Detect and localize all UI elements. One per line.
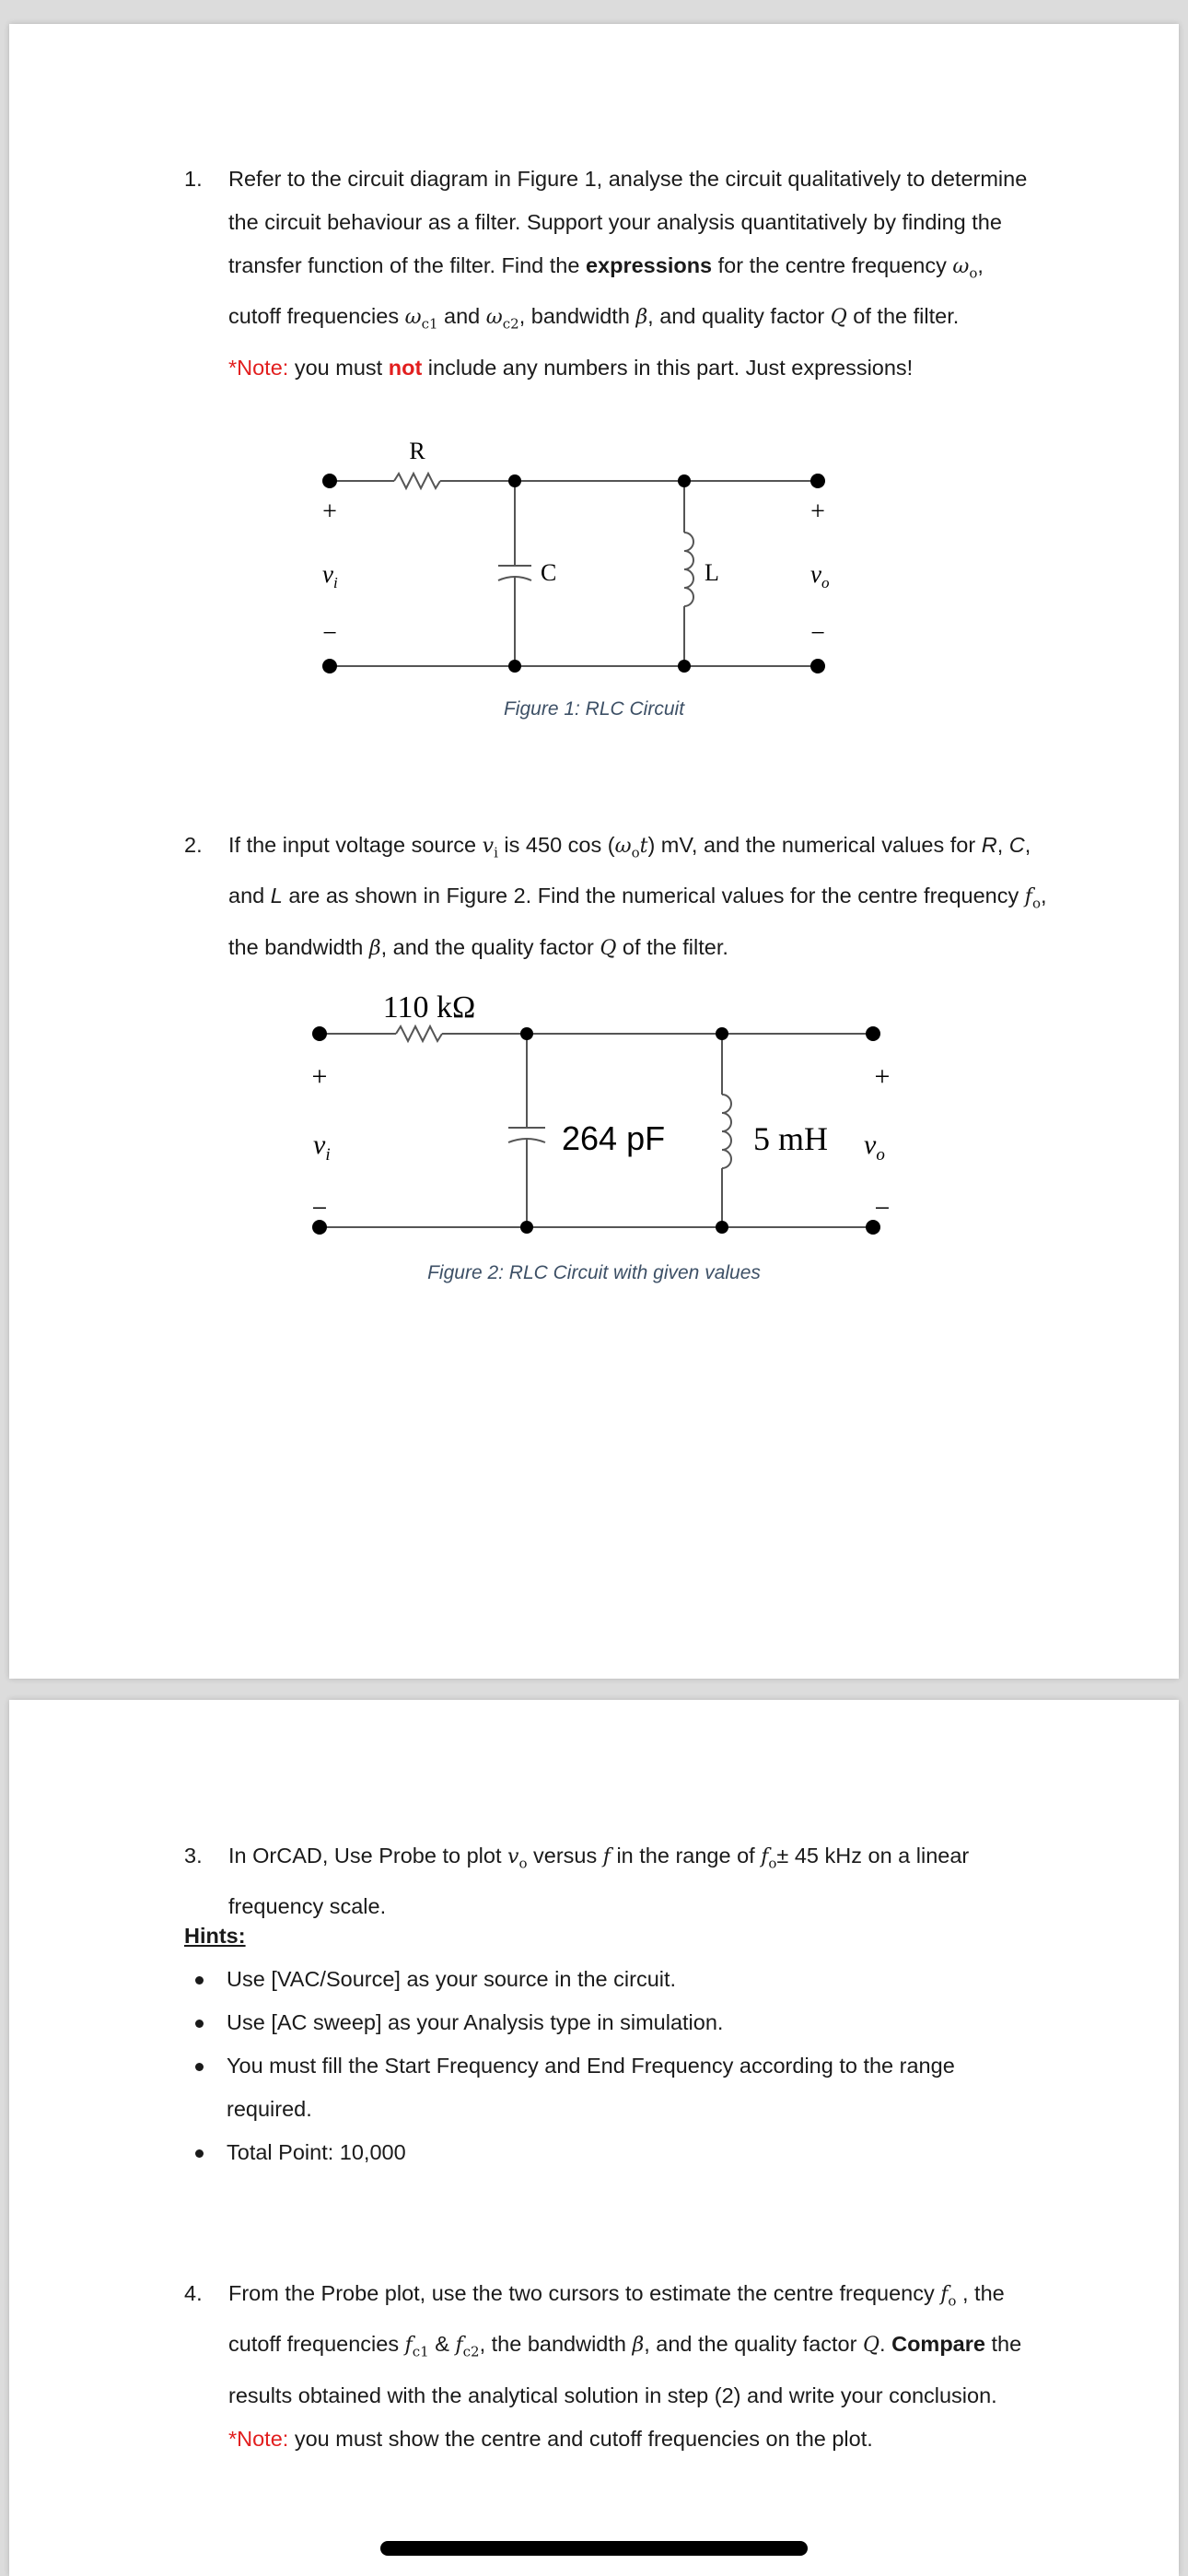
fig1-output-terminal-bottom bbox=[810, 659, 825, 673]
question-2-number: 2. bbox=[184, 833, 203, 857]
fig1-vo-label: $v_o$ bbox=[810, 560, 830, 591]
fig1-inductor-label: L bbox=[705, 559, 719, 586]
q3-line-1: In OrCAD, Use Probe to plot $v_o$ versus f in the range of $f_o\pm 45$ kHz on a linear bbox=[228, 1844, 970, 1872]
question-1 bbox=[184, 158, 1068, 390]
fig2-capacitor-value: 264 pF bbox=[562, 1119, 666, 1157]
hint-1: Use [VAC/Source] as your source in the circuit. bbox=[193, 1958, 1022, 2001]
fig1-minus-in: − bbox=[322, 619, 337, 648]
figure-1-caption: Figure 1: RLC Circuit bbox=[503, 698, 685, 720]
fig2-minus-out: − bbox=[874, 1193, 891, 1224]
fig2-minus-in: − bbox=[311, 1193, 328, 1224]
question-4 bbox=[184, 2272, 1068, 2461]
fig1-plus-out: + bbox=[810, 498, 825, 526]
fig1-output-terminal-top bbox=[810, 474, 825, 488]
fig1-plus-in: + bbox=[322, 498, 337, 526]
figure-1-circuit bbox=[9, 411, 1179, 706]
fig2-plus-out: + bbox=[874, 1061, 891, 1092]
q4-line-1: From the Probe plot, use the two cursors to estimate the centre frequency $f_o$ , the bbox=[228, 2281, 1005, 2310]
q2-line-1: If the input voltage source $v_i$ is 450 $\cos (\omega_ot)$ mV, and the numerical values for R, C, bbox=[228, 833, 1031, 861]
question-2 bbox=[184, 824, 1068, 970]
figure-2-circuit bbox=[9, 973, 1179, 1268]
q2-line-3: the bandwidth β, and the quality factor Q of the filter. bbox=[228, 934, 728, 960]
q1-line-1: Refer to the circuit diagram in Figure 1, analyse the circuit qualitatively to determine bbox=[228, 167, 1028, 191]
fig1-vi-label: $v_i$ bbox=[322, 560, 338, 591]
page-2 bbox=[9, 1700, 1179, 2576]
q4-line-3: results obtained with the analytical solution in step (2) and write your conclusion. bbox=[228, 2383, 997, 2407]
question-4-number: 4. bbox=[184, 2281, 203, 2305]
fig1-capacitor-label: C bbox=[541, 559, 557, 586]
fig2-resistor-value: 110 kΩ bbox=[382, 990, 476, 1025]
hint-4: Total Point: 10,000 bbox=[193, 2131, 1022, 2174]
page-1 bbox=[9, 24, 1179, 1679]
question-1-number: 1. bbox=[184, 167, 203, 191]
fig2-inductor-value: 5 mH bbox=[753, 1120, 828, 1157]
fig2-vo-label: $v_o$ bbox=[864, 1130, 885, 1165]
home-indicator[interactable] bbox=[380, 2541, 808, 2556]
fig2-vi-label: $v_i$ bbox=[313, 1130, 331, 1165]
hint-2: Use [AC sweep] as your Analysis type in simulation. bbox=[193, 2001, 1022, 2044]
q3-line-2: frequency scale. bbox=[228, 1894, 387, 1919]
question-3-number: 3. bbox=[184, 1844, 203, 1868]
q4-note: *Note: you must show the centre and cutoff frequencies on the plot. bbox=[228, 2426, 873, 2451]
fig1-input-terminal-bottom bbox=[322, 659, 337, 673]
q1-line-3: transfer function of the filter. Find the expressions for the centre frequency $\omega_o$, bbox=[228, 253, 984, 282]
fig2-output-terminal-top bbox=[866, 1026, 880, 1041]
q1-line-2: the circuit behaviour as a filter. Support your analysis quantitatively by finding the bbox=[228, 210, 1002, 234]
hints-title: Hints: bbox=[184, 1924, 246, 1948]
fig1-resistor-label: R bbox=[409, 438, 425, 464]
hints-list bbox=[193, 1958, 1022, 2174]
q4-line-2: cutoff frequencies $f_{c1}$ & $f_{c2}$, the bandwidth β, and the quality factor Q. Compare the bbox=[228, 2332, 1022, 2360]
q1-note: *Note: you must not include any numbers in this part. Just expressions! bbox=[228, 355, 914, 380]
fig1-minus-out: − bbox=[810, 619, 825, 648]
fig2-input-terminal-top bbox=[312, 1026, 327, 1041]
q2-line-2: and L are as shown in Figure 2. Find the numerical values for the centre frequency $f_o$, bbox=[228, 884, 1047, 912]
fig1-input-terminal-top bbox=[322, 474, 337, 488]
hint-3: You must fill the Start Frequency and End Frequency according to the range required. bbox=[193, 2044, 1022, 2131]
question-3 bbox=[184, 1834, 1068, 1928]
fig2-plus-in: + bbox=[311, 1061, 328, 1092]
figure-2-caption: Figure 2: RLC Circuit with given values bbox=[427, 1262, 761, 1283]
q1-line-4: cutoff frequencies $\omega_{c1}$ and $\omega_{c2}$, bandwidth β, and quality factor Q of the filter. bbox=[228, 304, 960, 333]
